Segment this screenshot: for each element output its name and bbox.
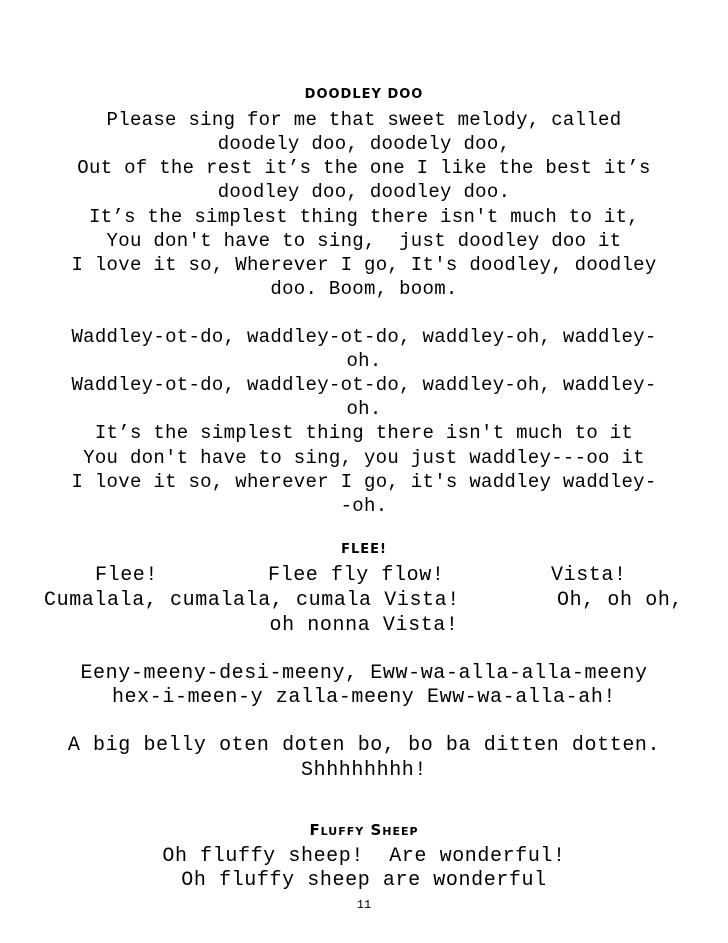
lyric-line: doo. Boom, boom.: [270, 278, 458, 300]
lyric-line: I love it so, wherever I go, it's waddley waddley-: [71, 471, 657, 493]
lyric-line: oh.: [346, 350, 382, 372]
lyric-line: doodely doo, doodely doo,: [217, 133, 511, 155]
lyric-line: You don't have to sing, just doodley doo it: [106, 230, 622, 252]
lyric-line: -oh.: [340, 495, 388, 517]
lyric-segment: Vista!: [551, 564, 627, 587]
page-number: 11: [356, 898, 372, 912]
song-title-doodley-doo: DOODLEY DOO: [304, 87, 424, 102]
lyric-line: I love it so, Wherever I go, It's doodley, doodley: [71, 254, 657, 276]
lyric-line: hex-i-meen-y zalla-meeny Eww-wa-alla-ah!: [111, 686, 617, 709]
lyric-row-flee-2: [0, 589, 728, 615]
lyric-line: Please sing for me that sweet melody, called: [106, 109, 622, 131]
lyric-segment: Oh, oh oh,: [557, 589, 684, 612]
lyric-segment: Flee fly flow!: [268, 564, 445, 587]
lyric-line: It’s the simplest thing there isn't much to it: [94, 422, 634, 444]
lyric-line: Waddley-ot-do, waddley-ot-do, waddley-oh, waddley-: [71, 374, 657, 396]
lyric-line: It’s the simplest thing there isn't much to it,: [89, 206, 639, 228]
lyric-line: You don't have to sing, you just waddley---oo it: [83, 447, 645, 469]
lyric-line: A big belly oten doten bo, bo ba ditten dotten.: [67, 734, 661, 757]
lyric-segment: Flee!: [95, 564, 159, 587]
lyric-line: oh.: [346, 398, 382, 420]
lyric-segment: Cumalala, cumalala, cumala Vista!: [44, 589, 460, 612]
song-title-flee: FLEE!: [341, 542, 387, 557]
lyric-row-flee-1: [0, 564, 728, 590]
lyric-line: oh nonna Vista!: [269, 614, 459, 637]
lyric-line: Oh fluffy sheep are wonderful: [181, 869, 547, 892]
lyric-line: Oh fluffy sheep! Are wonderful!: [162, 845, 566, 868]
song-title-fluffy-sheep: Fluffy Sheep: [309, 821, 419, 839]
lyric-line: Out of the rest it’s the one I like the best it’s: [77, 157, 651, 179]
lyric-line: Waddley-ot-do, waddley-ot-do, waddley-oh, waddley-: [71, 326, 657, 348]
lyric-line: Eeny-meeny-desi-meeny, Eww-wa-alla-alla-meeny: [80, 662, 648, 685]
lyric-line: Shhhhhhhh!: [300, 759, 428, 782]
lyric-line: doodley doo, doodley doo.: [217, 181, 511, 203]
